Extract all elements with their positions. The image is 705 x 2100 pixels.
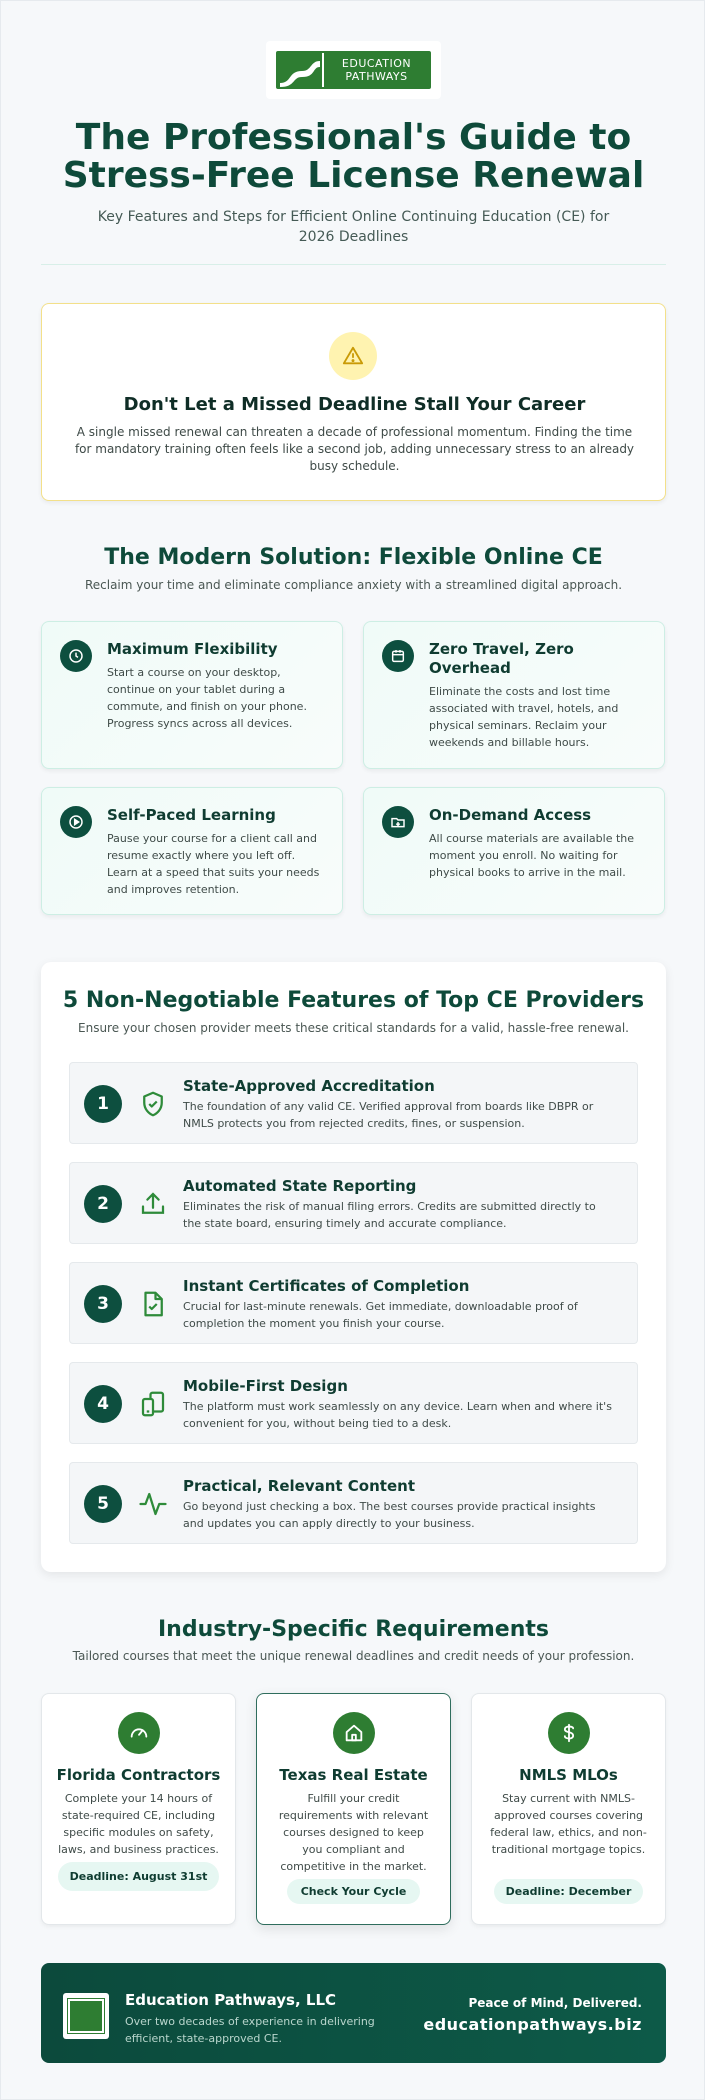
item-title: Automated State Reporting [183, 1177, 417, 1195]
shield-check-icon [138, 1089, 168, 1119]
list-item [69, 1062, 638, 1144]
industry-card-title: Florida Contractors [56, 1766, 221, 1784]
solution-subtitle: Reclaim your time and eliminate compliance anxiety with a streamlined digital approach. [84, 578, 623, 592]
industry-card-florida [41, 1693, 236, 1925]
clock-icon [60, 640, 92, 672]
feature-title: Zero Travel, Zero Overhead [429, 640, 574, 677]
feature-body: Start a course on your desktop, continue on your tablet during a commute, and finish on your phone. Progress syncs across all devices. [107, 666, 307, 730]
industry-card-nmls [471, 1693, 666, 1925]
company-name: Education Pathways, LLC [125, 1991, 337, 2009]
feature-title: On-Demand Access [429, 806, 592, 824]
calendar-icon [382, 640, 414, 672]
feature-card-self-paced [41, 787, 343, 915]
company-description: Over two decades of experience in delivering efficient, state-approved CE. [125, 2015, 375, 2045]
features-title: 5 Non-Negotiable Features of Top CE Providers [62, 988, 645, 1013]
item-body: Crucial for last-minute renewals. Get immediate, downloadable proof of completion the moment you finish your course. [183, 1300, 578, 1330]
item-title: Practical, Relevant Content [183, 1477, 415, 1495]
folder-download-icon [382, 806, 414, 838]
play-icon [60, 806, 92, 838]
alert-body: A single missed renewal can threaten a decade of professional momentum. Finding the time for mandatory training often feels like a second job, adding unnecessary stress to an already busy schedule. [74, 425, 635, 473]
industry-card-body: Fulfill your credit requirements with relevant courses designed to keep you compliant and competitive in the market. [278, 1792, 429, 1873]
logo-box [276, 51, 431, 89]
page-subtitle: Key Features and Steps for Efficient Online Continuing Education (CE) for 2026 Deadlines [97, 209, 610, 245]
page-title: The Professional's Guide to Stress-Free License Renewal [62, 117, 645, 196]
upload-icon [138, 1189, 168, 1219]
activity-icon [138, 1489, 168, 1519]
industry-card-title: NMLS MLOs [519, 1766, 618, 1784]
logo-line-1: EDUCATION [341, 57, 412, 70]
item-body: The platform must work seamlessly on any device. Learn when and where it's convenient for you, without being tied to a desk. [183, 1400, 612, 1430]
brand-logo [266, 41, 441, 99]
footer-logo-mark [68, 1999, 104, 2033]
deadline-alert-card [41, 303, 666, 501]
industry-card-body: Complete your 14 hours of state-required CE, including specific modules on safety, laws, and business practices. [58, 1792, 219, 1856]
item-body: The foundation of any valid CE. Verified approval from boards like DBPR or NMLS protects you from rejected credits, fines, or suspension. [183, 1100, 594, 1130]
feature-body: Pause your course for a client call and resume exactly where you left off. Learn at a speed that suits your needs and improves retention. [107, 832, 320, 896]
deadline-badge: Deadline: December [494, 1879, 643, 1904]
alert-title: Don't Let a Missed Deadline Stall Your Career [123, 394, 586, 415]
dollar-icon [548, 1712, 590, 1754]
footer-tagline: Peace of Mind, Delivered. [468, 1996, 642, 2010]
features-list-card [41, 962, 666, 1572]
devices-icon [138, 1389, 168, 1419]
feature-card-on-demand [363, 787, 665, 915]
logo-line-2: PATHWAYS [345, 70, 408, 83]
feature-title: Maximum Flexibility [107, 640, 278, 658]
item-body: Eliminates the risk of manual filing errors. Credits are submitted directly to the state board, ensuring timely and accurate compliance. [183, 1200, 596, 1230]
gauge-icon [118, 1712, 160, 1754]
industry-title: Industry-Specific Requirements [158, 1617, 549, 1642]
footer-banner [41, 1963, 666, 2063]
feature-body: All course materials are available the moment you enroll. No waiting for physical books to arrive in the mail. [429, 832, 635, 879]
deadline-badge: Deadline: August 31st [58, 1862, 219, 1891]
feature-card-flexibility [41, 621, 343, 769]
industry-subtitle: Tailored courses that meet the unique renewal deadlines and credit needs of your profession. [72, 1649, 635, 1663]
industry-card-title: Texas Real Estate [279, 1766, 428, 1784]
item-title: State-Approved Accreditation [183, 1077, 435, 1095]
pathway-logo-icon [278, 53, 322, 87]
item-number: 3 [84, 1285, 122, 1323]
footer-logo [63, 1993, 109, 2039]
list-item [69, 1162, 638, 1244]
list-item [69, 1362, 638, 1444]
list-item [69, 1462, 638, 1544]
document-check-icon [138, 1289, 168, 1319]
feature-title: Self-Paced Learning [107, 806, 276, 824]
list-item [69, 1262, 638, 1344]
solution-title: The Modern Solution: Flexible Online CE [104, 545, 603, 570]
industry-card-texas [256, 1693, 451, 1925]
industry-card-body: Stay current with NMLS-approved courses covering federal law, ethics, and non-traditional mortgage topics. [490, 1792, 647, 1856]
item-number: 1 [84, 1085, 122, 1123]
cycle-badge: Check Your Cycle [287, 1879, 420, 1904]
item-title: Instant Certificates of Completion [183, 1277, 470, 1295]
features-subtitle: Ensure your chosen provider meets these critical standards for a valid, hassle-free renewal. [78, 1021, 629, 1035]
home-icon [333, 1712, 375, 1754]
feature-card-zero-travel [363, 621, 665, 769]
logo-wordmark [322, 53, 429, 87]
feature-body: Eliminate the costs and lost time associated with travel, hotels, and physical seminars. Reclaim your weekends and billable hours. [429, 685, 619, 749]
item-title: Mobile-First Design [183, 1377, 348, 1395]
item-number: 2 [84, 1185, 122, 1223]
item-number: 4 [84, 1385, 122, 1423]
website-link[interactable]: educationpathways.biz [423, 2015, 642, 2034]
warning-icon [329, 332, 377, 380]
item-number: 5 [84, 1485, 122, 1523]
item-body: Go beyond just checking a box. The best courses provide practical insights and updates you can apply directly to your business. [183, 1500, 596, 1530]
header-divider [41, 264, 666, 265]
